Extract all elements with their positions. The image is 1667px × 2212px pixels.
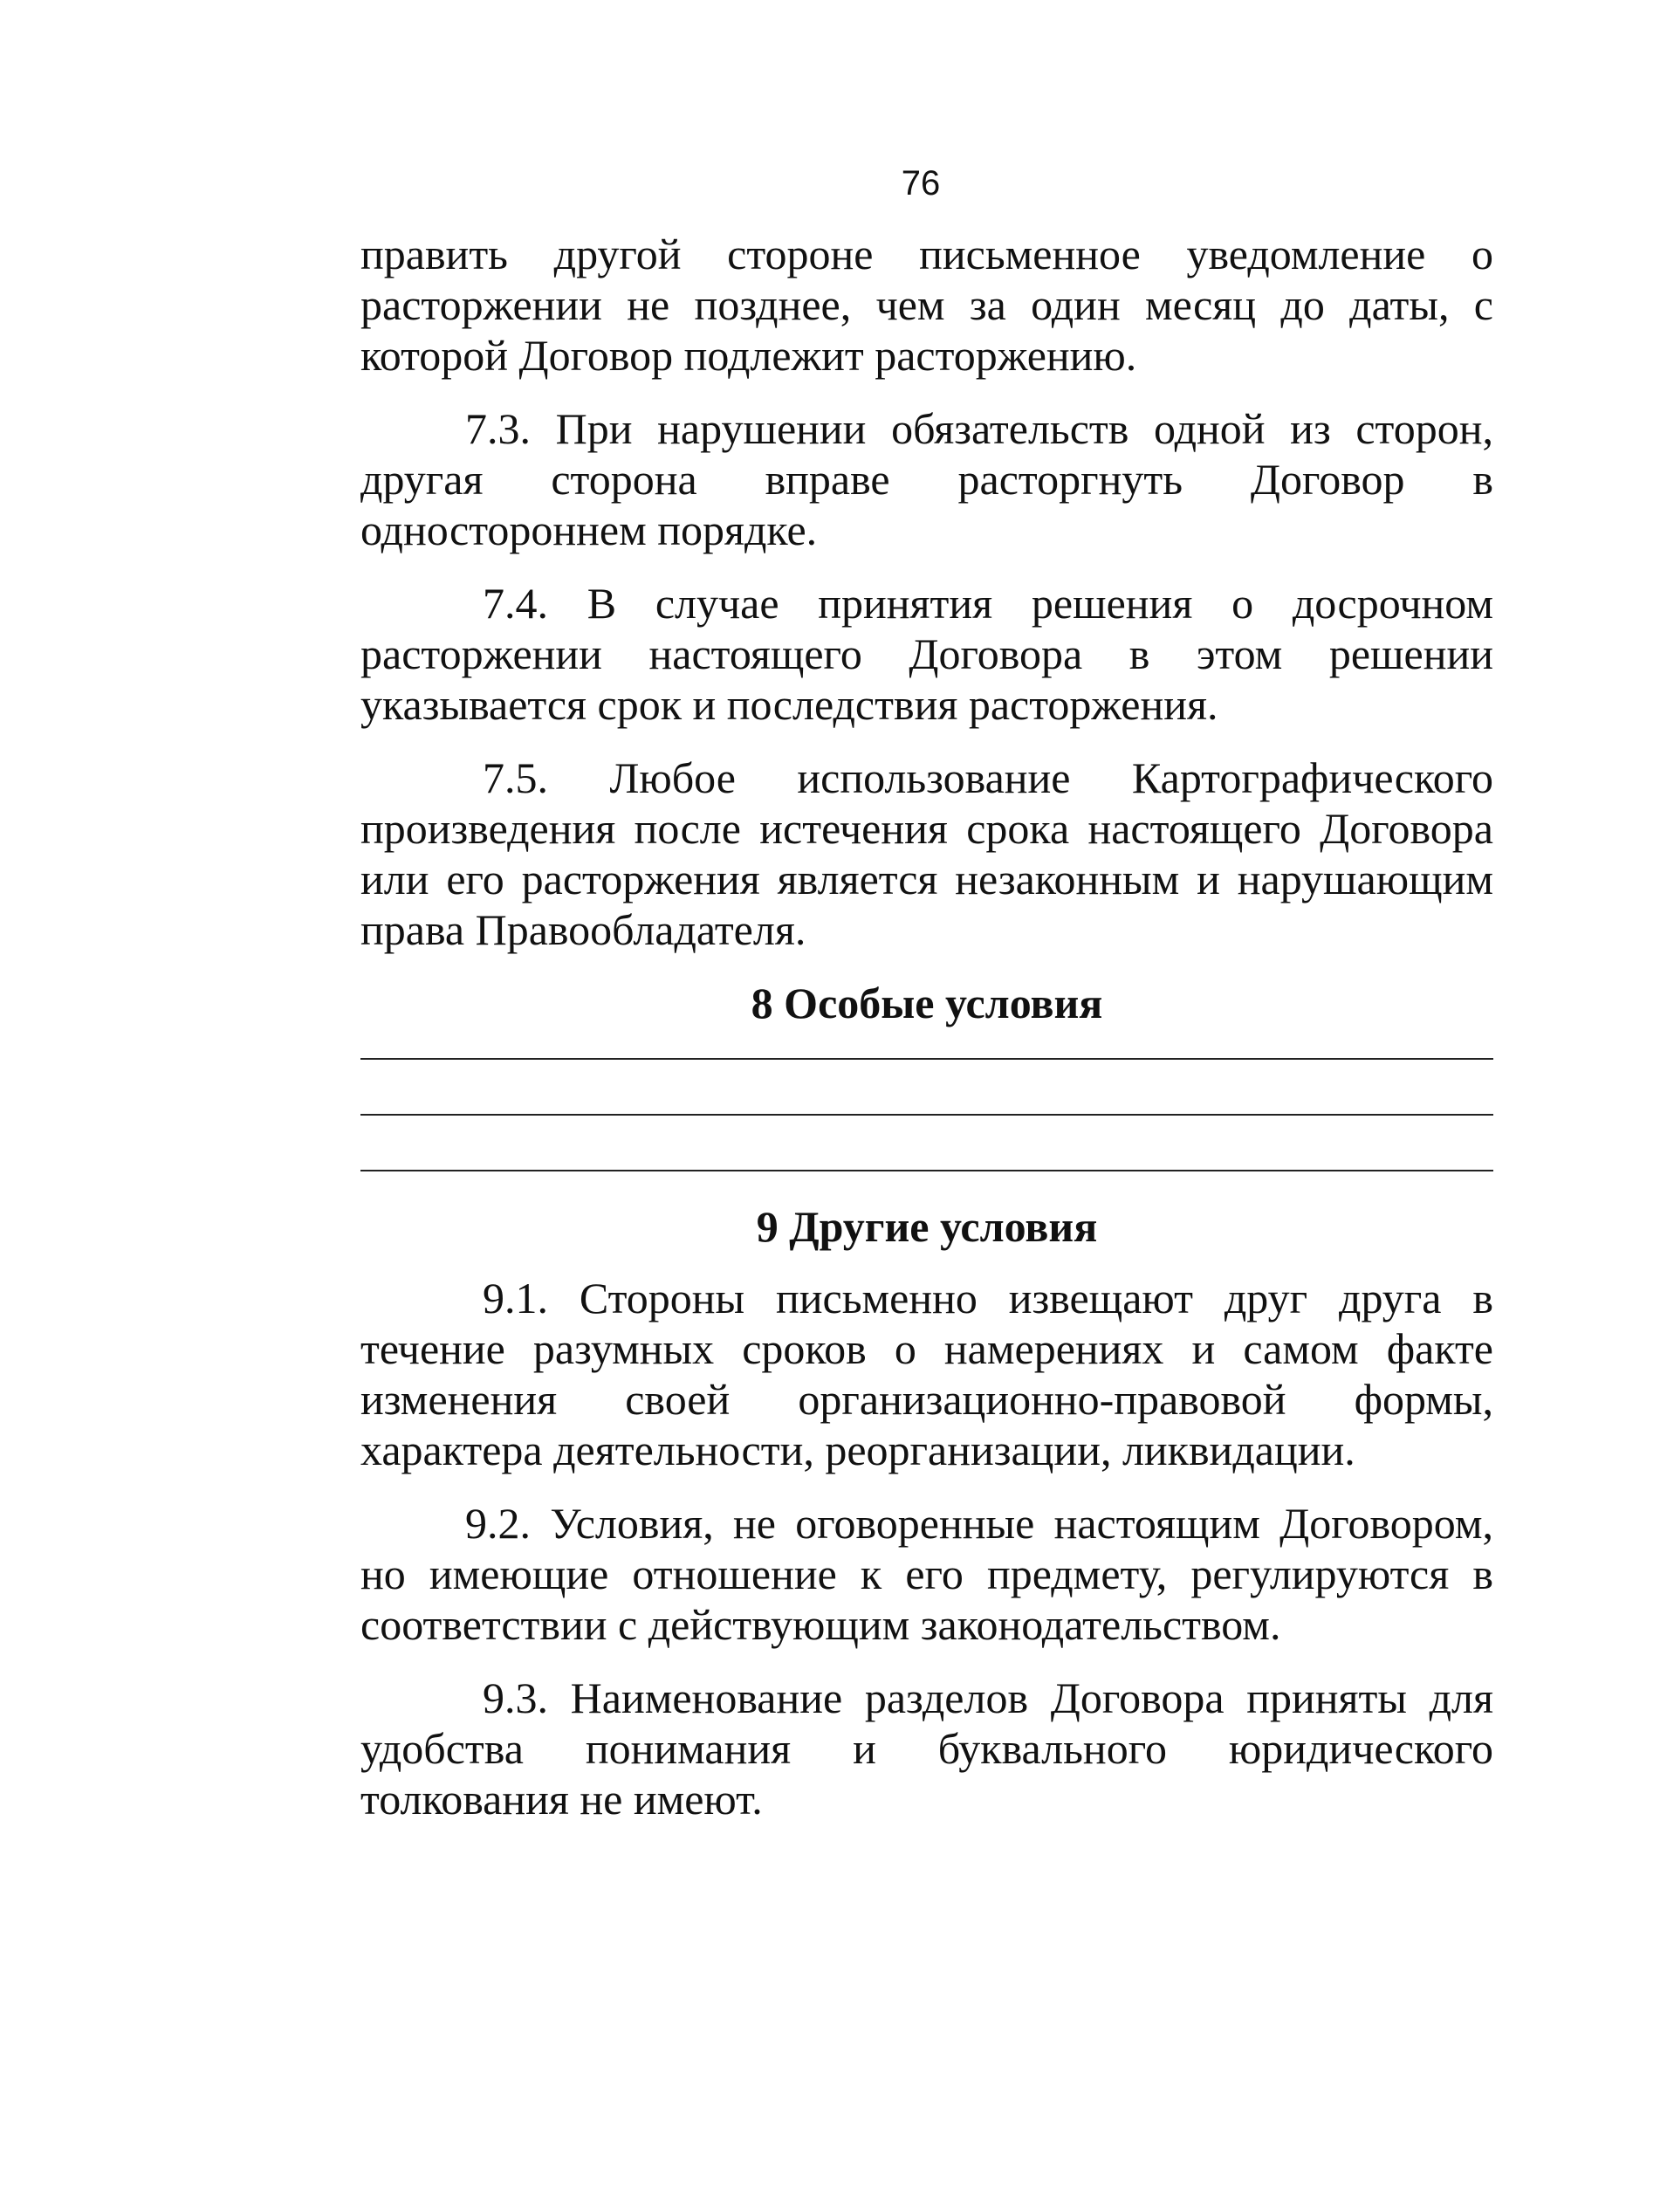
paragraph-7-5: 7.5. Любое использование Картографического произведения после истечения срока настоящего Договора или его расторжения является незаконным и нарушающим права Правообладателя. [360,753,1493,954]
paragraph-7-4: 7.4. В случае принятия решения о досрочном расторжении настоящего Договора в этом решении указывается срок и последствия расторжения. [360,579,1493,729]
fill-in-line [360,1058,1493,1060]
fill-in-line [360,1170,1493,1171]
paragraph-continuation: править другой стороне письменное уведомление о расторжении не позднее, чем за один месяц до даты, с которой Договор подлежит расторжению. [360,230,1493,380]
paragraph-9-1: 9.1. Стороны письменно извещают друг друга в течение разумных сроков о намерениях и самом факте изменения своей организационно-правовой формы, характера деятельности, реорганизации, ликвидации. [360,1274,1493,1474]
document-body [360,229,1493,1847]
section-9-heading: 9 Другие условия [756,1202,1098,1251]
fill-in-line [360,1114,1493,1116]
page-number: 76 [901,164,941,203]
paragraph-9-2: 9.2. Условия, не оговоренные настоящим Договором, но имеющие отношение к его предмету, регулируются в соответствии с действующим законодательством. [360,1499,1493,1649]
section-8-heading: 8 Особые условия [751,979,1103,1027]
paragraph-9-3: 9.3. Наименование разделов Договора приняты для удобства понимания и буквального юридического толкования не имеют. [360,1673,1493,1824]
paragraph-7-3: 7.3. При нарушении обязательств одной из сторон, другая сторона вправе расторгнуть Договор в одностороннем порядке. [360,404,1493,554]
